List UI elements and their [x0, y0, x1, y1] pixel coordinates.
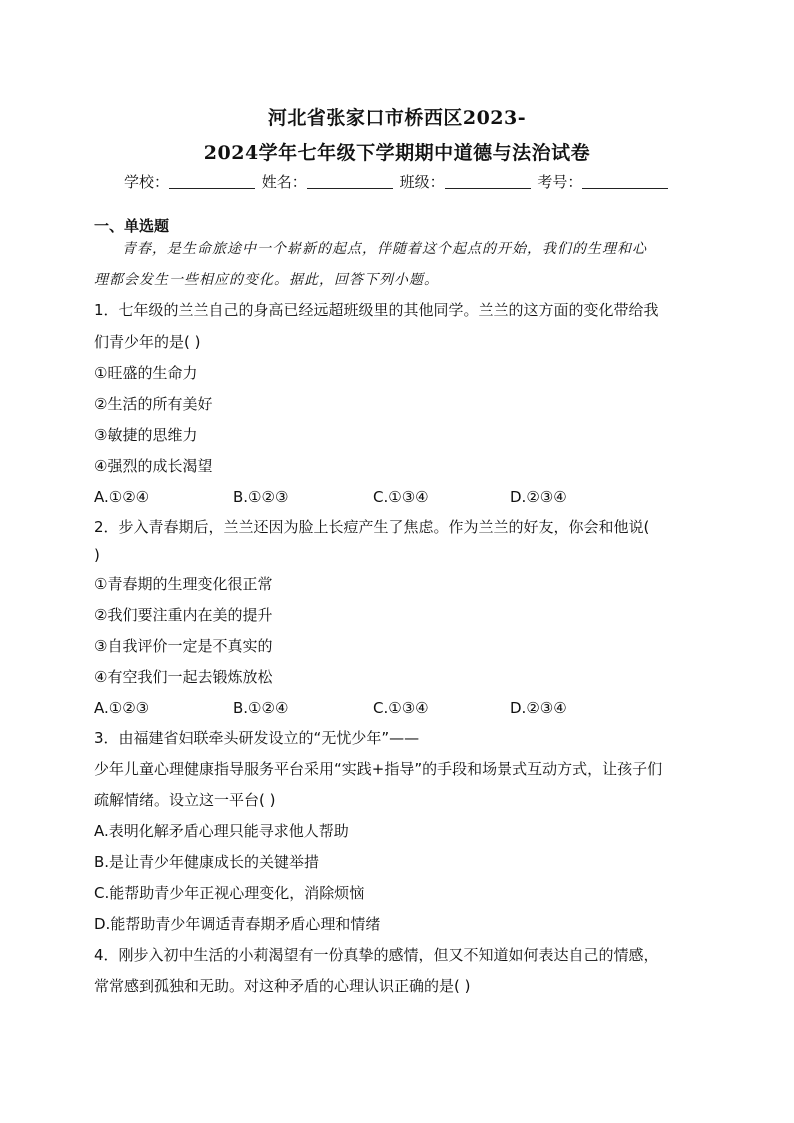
q1-option-d[interactable]: D.②③④	[510, 488, 567, 506]
q2-options	[94, 697, 706, 719]
student-info-row	[124, 171, 670, 192]
q2-item-2: ②我们要注重内在美的提升	[94, 606, 273, 624]
q1-item-1: ①旺盛的生命力	[94, 364, 198, 382]
q1-stem-line2: 们青少年的是( )	[94, 333, 201, 351]
q2-option-d[interactable]: D.②③④	[510, 699, 567, 717]
q4-stem-line2: 常常感到孤独和无助。对这种矛盾的心理认识正确的是( )	[94, 977, 471, 995]
q3-option-a[interactable]: A.表明化解矛盾心理只能寻求他人帮助	[94, 822, 349, 840]
class-blank[interactable]	[445, 174, 531, 189]
school-blank[interactable]	[169, 174, 255, 189]
q2-item-4: ④有空我们一起去锻炼放松	[94, 668, 273, 686]
q3-option-b[interactable]: B.是让青少年健康成长的关键举措	[94, 853, 320, 871]
q1-stem-line1: 1．七年级的兰兰自己的身高已经远超班级里的其他同学。兰兰的这方面的变化带给我	[94, 301, 659, 319]
exam-title-line2: 2024学年七年级下学期期中道德与法治试卷	[203, 142, 591, 164]
q2-option-a[interactable]: A.①②③	[94, 699, 150, 717]
q2-item-3: ③自我评价一定是不真实的	[94, 637, 273, 655]
q2-stem-line1: 2．步入青春期后，兰兰还因为脸上长痘产生了焦虑。作为兰兰的好友，你会和他说(	[94, 518, 650, 536]
q1-item-3: ③敏捷的思维力	[94, 426, 198, 444]
intro-line2: 理都会发生一些相应的变化。据此，回答下列小题。	[94, 272, 439, 288]
q4-stem-line1: 4．刚步入初中生活的小莉渴望有一份真挚的感情，但又不知道如何表达自己的情感，	[94, 946, 659, 964]
name-blank[interactable]	[307, 174, 393, 189]
q3-stem-line3: 疏解情绪。设立这一平台( )	[94, 791, 276, 809]
section-heading: 一、单选题	[94, 217, 170, 235]
q3-option-d[interactable]: D.能帮助青少年调适青春期矛盾心理和情绪	[94, 915, 381, 933]
exam-number-blank[interactable]	[582, 174, 668, 189]
q1-option-b[interactable]: B.①②③	[233, 488, 289, 506]
q2-stem-line2: )	[94, 546, 100, 564]
name-label: 姓名：	[261, 173, 307, 191]
class-label: 班级：	[399, 173, 445, 191]
q1-item-2: ②生活的所有美好	[94, 395, 213, 413]
exam-number-label: 考号：	[537, 173, 583, 191]
intro-line1: 青春，是生命旅途中一个崭新的起点，伴随着这个起点的开始，我们的生理和心	[122, 241, 647, 257]
q1-options	[94, 486, 706, 508]
exam-title-line1: 河北省张家口市桥西区2023-	[267, 107, 527, 129]
q2-option-c[interactable]: C.①③④	[373, 699, 429, 717]
q3-stem-line1: 3．由福建省妇联牵头研发设立的“无忧少年”——	[94, 729, 420, 747]
q2-item-1: ①青春期的生理变化很正常	[94, 575, 273, 593]
q1-option-a[interactable]: A.①②④	[94, 488, 150, 506]
q3-stem-line2: 少年儿童心理健康指导服务平台采用“实践+指导”的手段和场景式互动方式，让孩子们	[94, 760, 663, 778]
school-label: 学校：	[124, 173, 170, 191]
intro-passage	[94, 234, 706, 296]
q3-option-c[interactable]: C.能帮助青少年正视心理变化，消除烦恼	[94, 884, 365, 902]
q1-option-c[interactable]: C.①③④	[373, 488, 429, 506]
q2-option-b[interactable]: B.①②④	[233, 699, 289, 717]
q1-item-4: ④强烈的成长渴望	[94, 457, 213, 475]
